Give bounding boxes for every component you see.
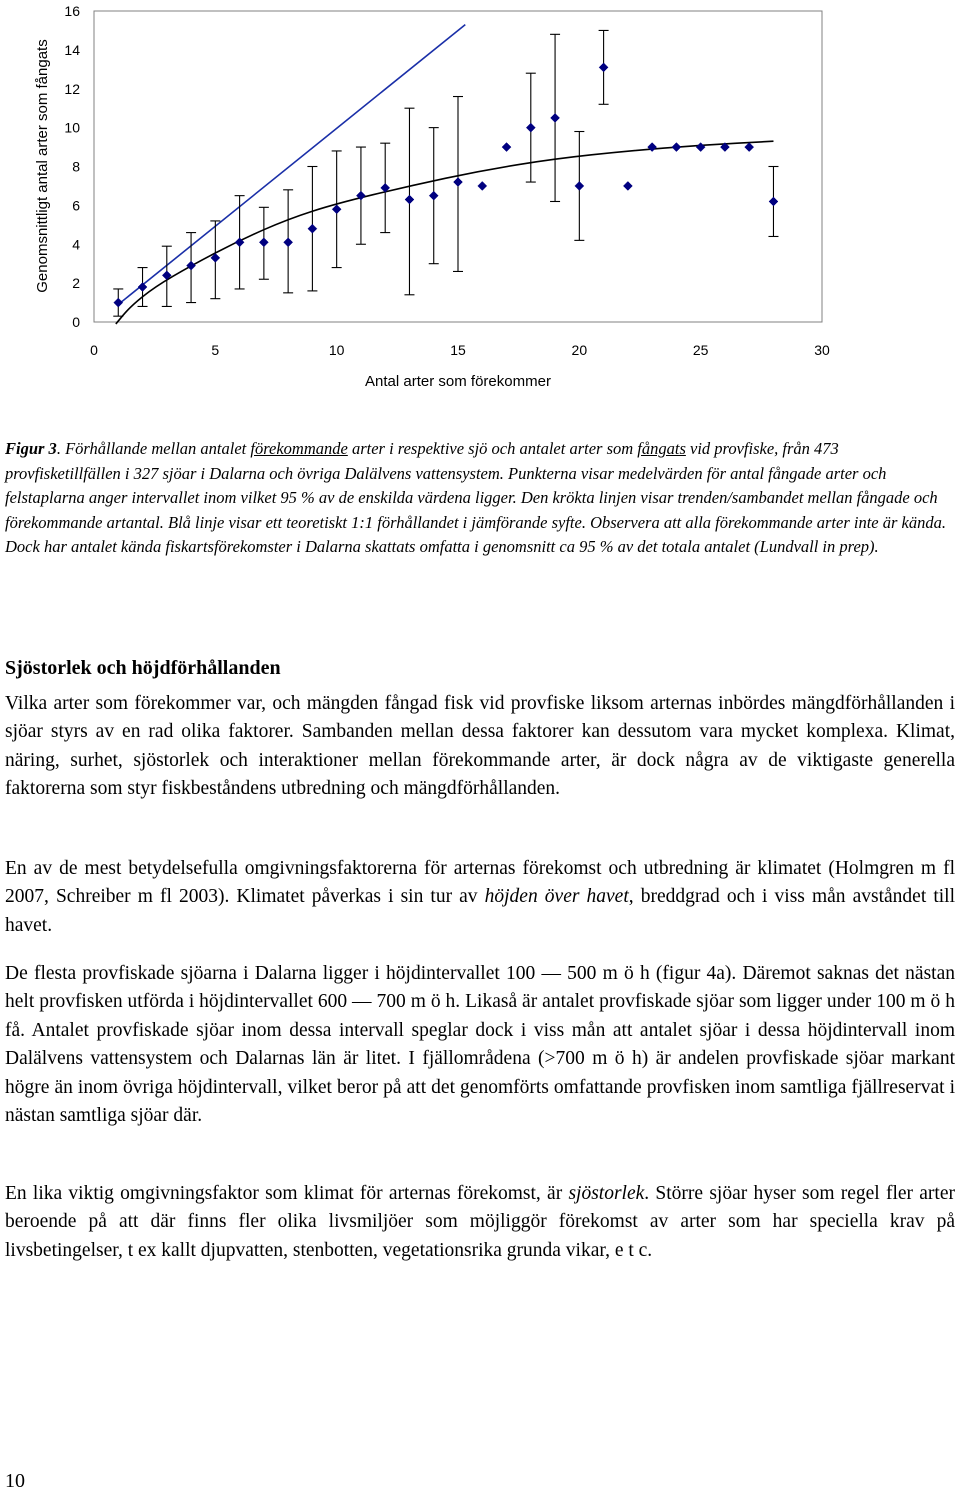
figure-label: Figur 3 xyxy=(5,439,57,458)
caption-text-3: vid provfiske, från 473 provfisketillfällen i 327 sjöar i Dalarna och övriga Dalälvens vattensystem. Punkterna visar medelvärden för antal fångade arter och felstaplarna anger intervallet inom vilket 95 % av de enskilda värdena ligger. Den krökta linjen visar trenden/sambandet mellan fångade och förekommande artantal. Blå linje visar ett teoretiskt 1:1 förhållandet i jämförande syfte. Observera att alla förekommande arter inte är kända. Dock har antalet kända fiskartsförekomster i Dalarna skattats omfatta i genomsnitt ca 95 % av det totala antalet (Lundvall in prep). xyxy=(5,439,946,556)
scatter-chart xyxy=(0,0,960,410)
y-tick-label: 6 xyxy=(72,197,80,214)
y-tick-label: 10 xyxy=(64,119,80,136)
data-point xyxy=(454,178,463,187)
x-tick-label: 10 xyxy=(328,342,345,358)
data-point xyxy=(405,195,414,204)
x-tick-label: 15 xyxy=(450,342,466,358)
caption-text-2: arter i respektive sjö och antalet arter som xyxy=(347,439,638,458)
paragraph-1: Vilka arter som förekommer var, och mängden fångad fisk vid provfiske liksom arternas inbördes mängdförhållanden i sjöar styrs av en rad olika faktorer. Sambanden mellan dessa faktorer kan dessutom vara mycket komplexa. Klimat, näring, surhet, sjöstorlek och interaktioner mellan förekommande arter, är dock några av de viktigaste generella faktorerna som styr fiskbeståndens utbredning och mängdförhållanden. xyxy=(5,693,955,800)
data-point xyxy=(623,181,632,190)
error-bars xyxy=(113,30,778,316)
paragraph-4-text-a: En lika viktig omgivningsfaktor som klimat för arternas förekomst, är xyxy=(5,1183,569,1204)
data-points xyxy=(114,63,778,307)
data-point xyxy=(259,238,268,247)
data-point xyxy=(429,191,438,200)
one-to-one-line-group xyxy=(118,25,465,305)
paragraph-4-text-b: . Större sjöar hyser som regel fler arter beroende på att där finns fler olika livsmiljöer som möjliggör förekomst av arter som har speciella krav på livsbetingelser, t ex kallt djupvatten, stenbotten, vegetationsrika grunda vikar, e t c. xyxy=(5,1183,955,1261)
y-tick-label: 8 xyxy=(72,158,80,175)
paragraph-2 xyxy=(5,855,955,940)
section-heading: Sjöstorlek och höjdförhållanden xyxy=(5,657,281,679)
data-point xyxy=(526,123,535,132)
x-tick-label: 5 xyxy=(211,342,220,358)
trend-curve xyxy=(116,141,774,324)
x-axis-title: Antal arter som förekommer xyxy=(365,373,551,390)
paragraph-2-emphasis: höjden över havet xyxy=(484,886,629,908)
y-tick-label: 0 xyxy=(72,314,80,330)
data-point xyxy=(648,143,657,152)
data-point xyxy=(599,63,608,72)
y-tick-label: 2 xyxy=(72,275,80,292)
one-to-one-line xyxy=(118,25,465,305)
x-tick-label: 25 xyxy=(692,342,709,358)
data-point xyxy=(308,224,317,233)
data-point xyxy=(187,261,196,270)
paragraph-3: De flesta provfiskade sjöarna i Dalarna ligger i höjdintervallet 100 — 500 m ö h (figur 4a). Däremot saknas det nästan helt provfisken utförda i höjdintervallet 600 — 700 m ö h. Likaså är antalet provfiskade sjöar som ligger under 100 m ö h få. Antalet provfiskade sjöar inom dessa intervall speglar dock i viss mån att antalet sjöar i dessa höjdintervall inom Dalälvens vattensystem och Dalarnas län är litet. I fjällområdena (>700 m ö h) är andelen provfiskade sjöar markant högre än inom övriga höjdintervall, vilket beror på att det genomförts omfattande provfisken inom samtliga fjällreservat i nästan samtliga sjöar där. xyxy=(5,963,955,1127)
page-number: 10 xyxy=(5,1470,25,1492)
caption-text-1: . Förhållande mellan antalet xyxy=(56,439,251,458)
data-point xyxy=(696,143,705,152)
y-tick-label: 4 xyxy=(72,236,80,253)
x-tick-label: 20 xyxy=(571,342,588,358)
data-point xyxy=(138,283,147,292)
data-point xyxy=(114,298,123,307)
caption-underlined-2: fångats xyxy=(637,439,686,458)
y-tick-label: 16 xyxy=(64,3,80,19)
caption-underlined-1: förekommande xyxy=(250,439,348,458)
y-axis-title: Genomsnittligt antal arter som fångats xyxy=(34,39,51,293)
y-tick-label: 14 xyxy=(64,41,80,58)
paragraph-2-text-a: En av de mest betydelsefulla omgivningsfaktorerna för arternas förekomst och utbredning är klimatet (Holmgren m fl 2007, Schreiber m fl 2003). Klimatet påverkas i sin tur av xyxy=(5,858,955,908)
figure-caption xyxy=(5,437,955,560)
data-point xyxy=(745,143,754,152)
data-point xyxy=(284,238,293,247)
data-point xyxy=(672,143,681,152)
paragraph-2-text-b: , breddgrad och i viss mån avståndet till havet. xyxy=(5,886,955,936)
paragraph-4-emphasis: sjöstorlek xyxy=(568,1183,645,1204)
data-point xyxy=(332,205,341,214)
data-point xyxy=(551,113,560,122)
data-point xyxy=(502,143,511,152)
y-tick-label: 12 xyxy=(64,80,80,97)
data-point xyxy=(478,181,487,190)
paragraph-4 xyxy=(5,1180,955,1265)
data-point xyxy=(575,181,584,190)
trend-line-group xyxy=(116,141,774,324)
data-point xyxy=(769,197,778,206)
x-tick-label: 30 xyxy=(814,342,830,358)
axis-ticks xyxy=(64,3,830,358)
x-tick-label: 0 xyxy=(90,342,98,358)
